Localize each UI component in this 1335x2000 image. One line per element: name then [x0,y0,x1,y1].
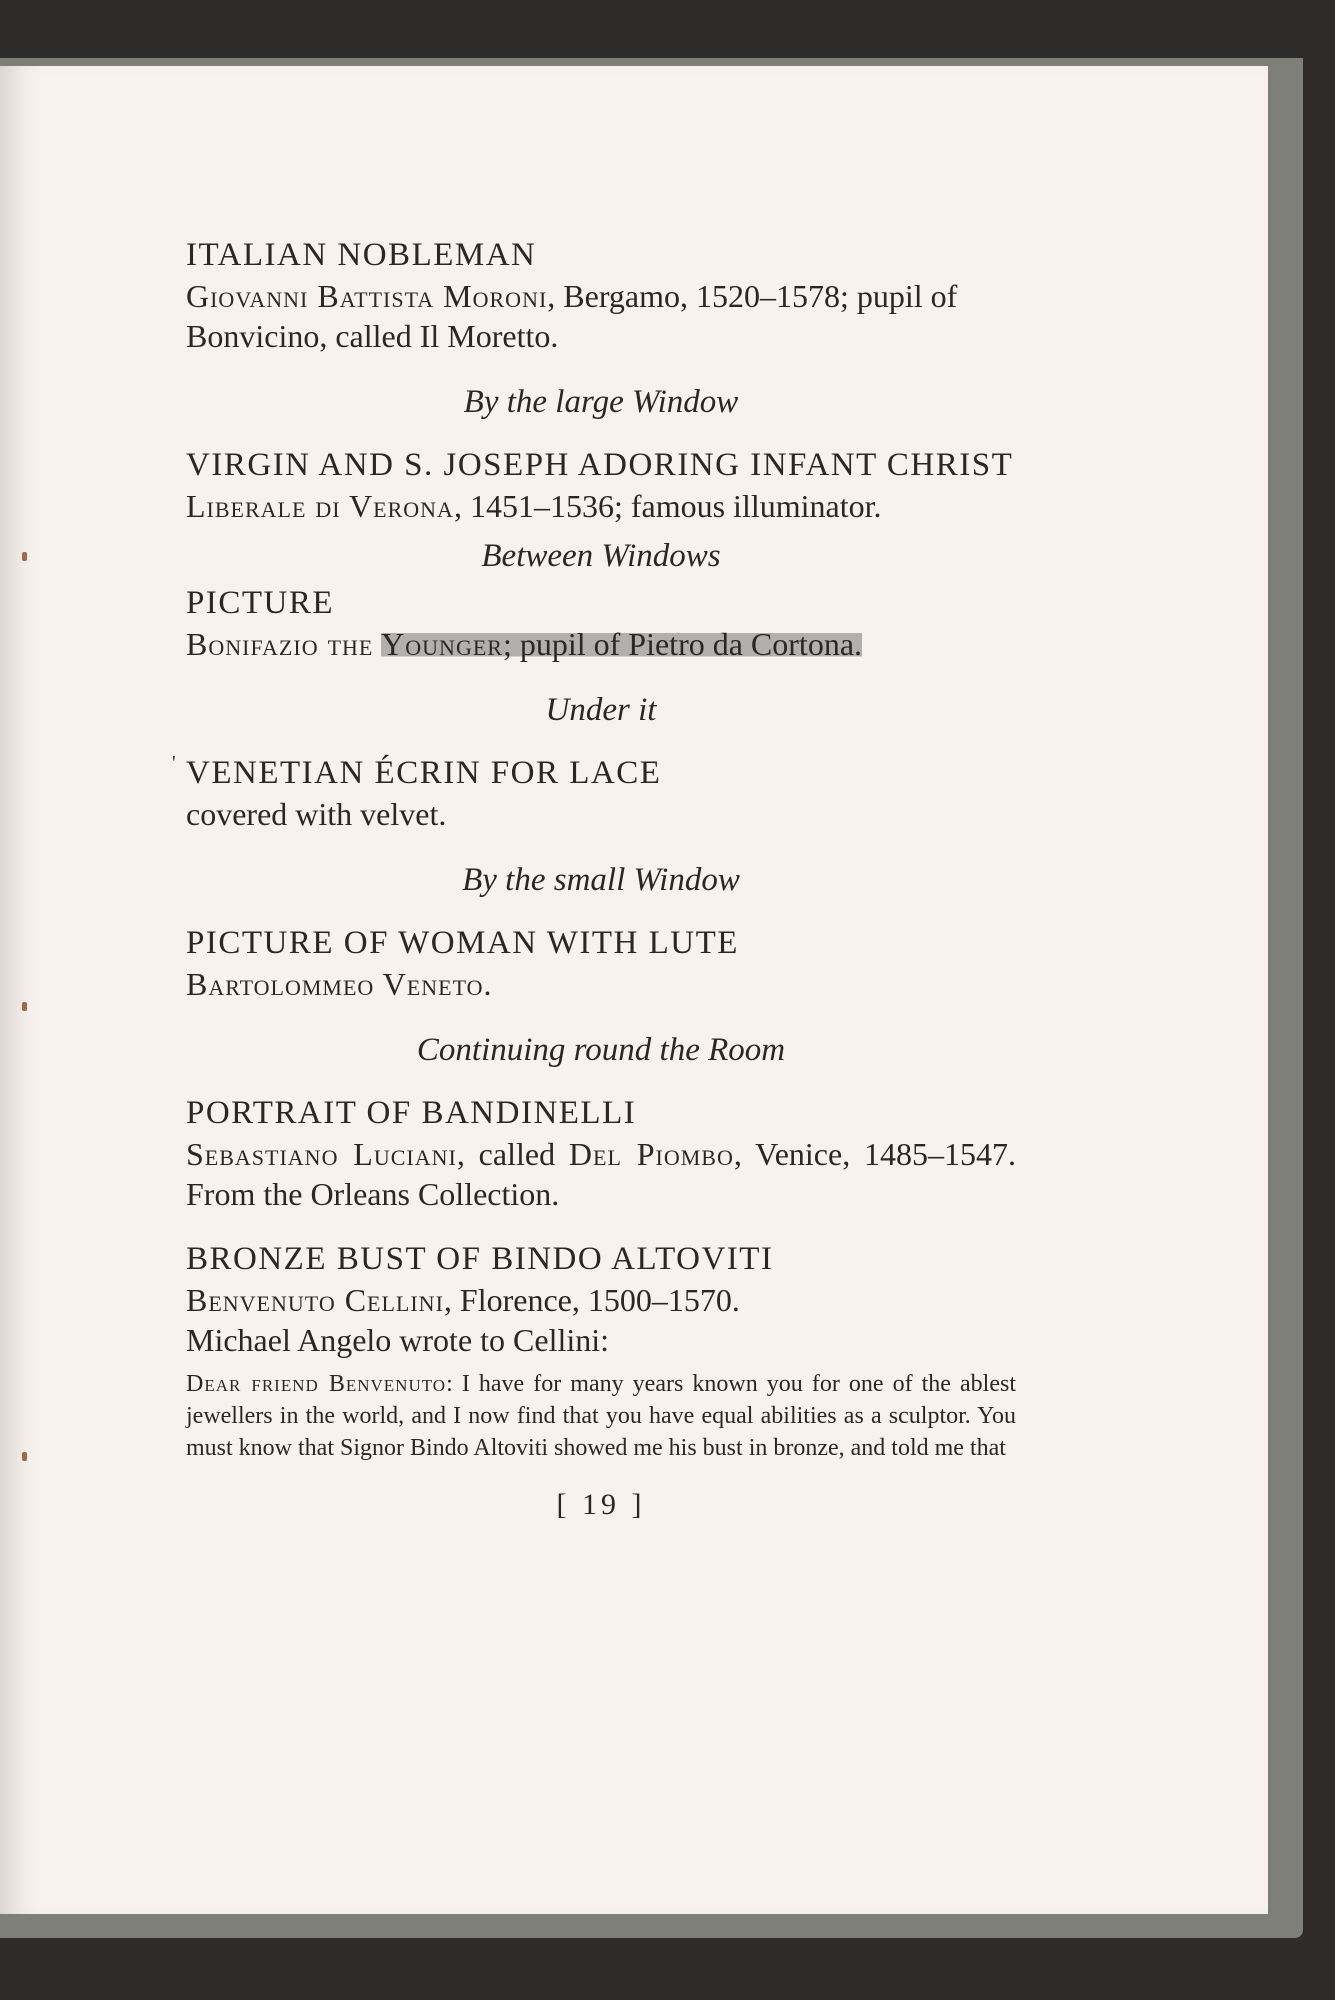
highlighted-text: Younger; pupil of Pietro da Cortona. [381,626,863,662]
entry-attribution: covered with velvet. [186,796,447,832]
section-heading: Continuing round the Room [416,1032,786,1068]
entry-title: BRONZE BUST OF BINDO ALTOVITI [186,1241,774,1277]
section-heading: By the small Window [462,862,740,898]
entry-attribution: Liberale di Verona, 1451–1536; famous illuminator. [186,488,882,524]
section-heading: Under it [545,692,657,728]
section-heading: By the large Window [463,384,739,420]
entry-attribution: Benvenuto Cellini, Florence, 1500–1570. [186,1282,740,1318]
page-number: [ 19 ] [556,1488,646,1521]
entry-attribution: Giovanni Battista Moroni, Bergamo, 1520–1578; pupil of Bonvicino, called Il Moretto. [186,278,958,354]
bullet-mark: ' [172,752,176,774]
book-page [0,66,1268,1914]
section-heading: Between Windows [481,538,721,574]
margin-mark [22,552,27,561]
entry-venetian-ecrin [172,752,1016,834]
letter-quote: Dear friend Benvenuto: I have for many years known you for one of the ablest jewellers in the world, and I now find that you have equal abilities as a sculptor. You must know that Signor Bindo Altoviti showed me his bust in bronze, and told me that [186,1371,1016,1461]
margin-mark [22,1002,27,1011]
entry-portrait-bandinelli [186,1092,1016,1214]
entry-title: ITALIAN NOBLEMAN [186,237,537,273]
entry-note: Michael Angelo wrote to Cellini: [186,1322,610,1358]
margin-mark [22,1452,27,1461]
entry-woman-with-lute [186,922,1016,1004]
entry-italian-nobleman [186,234,1016,356]
entry-title: PICTURE [186,585,335,621]
entry-bronze-bust [186,1238,1016,1360]
entry-attribution: Bartolommeo Veneto. [186,966,493,1002]
entry-title: VIRGIN AND S. JOSEPH ADORING INFANT CHRIST [186,447,1014,483]
page-text [172,234,1017,1522]
entry-picture-bonifazio [186,582,1016,664]
entry-title: VENETIAN ÉCRIN FOR LACE [186,755,662,791]
entry-attribution: Bonifazio the Younger; pupil of Pietro da Cortona. [186,626,863,662]
entry-attribution: Sebastiano Luciani, called Del Piombo, Venice, 1485–1547. From the Orleans Collection. [186,1136,1017,1212]
entry-title: PICTURE OF WOMAN WITH LUTE [186,925,739,961]
entry-virgin-joseph [186,444,1016,526]
entry-title: PORTRAIT OF BANDINELLI [186,1095,637,1131]
